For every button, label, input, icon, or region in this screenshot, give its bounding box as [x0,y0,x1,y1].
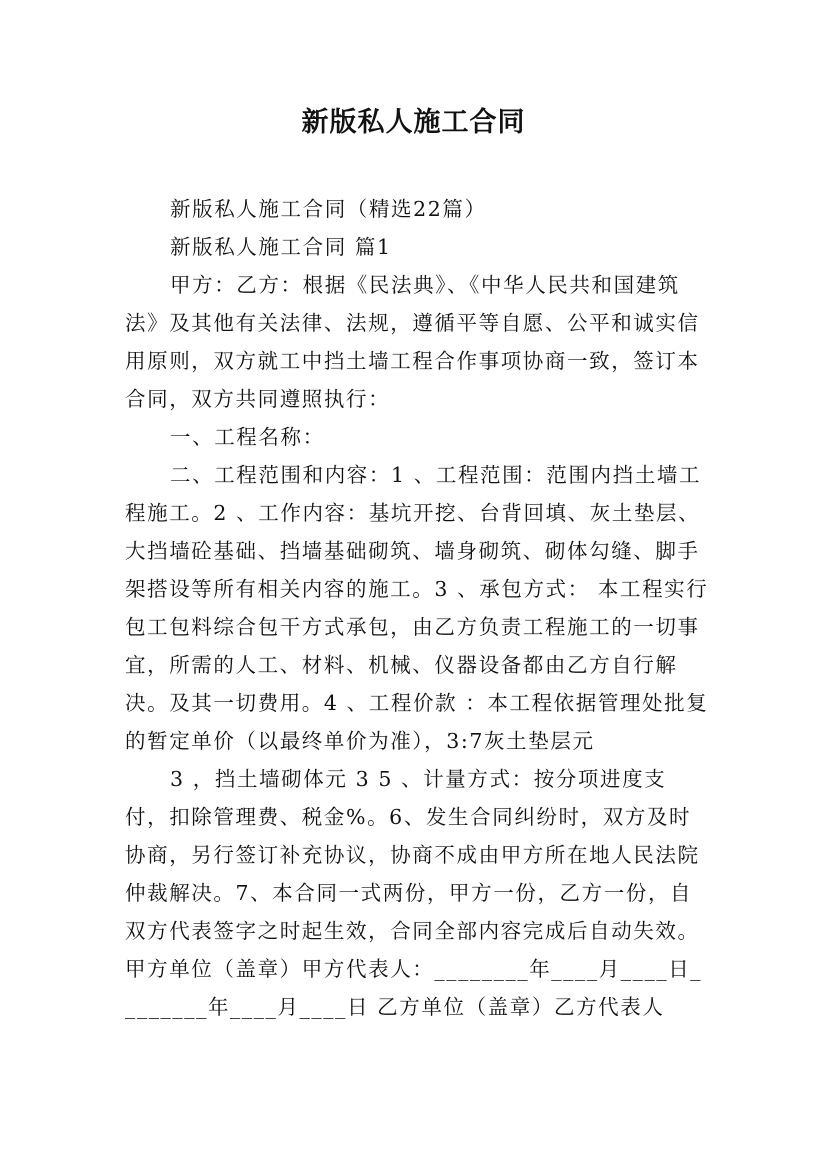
body-paragraph: 3 ，挡土墙砌体元 3 5 、计量方式：按分项进度支付，扣除管理费、税金%。6、发生合同纠纷时，双方及时协商，另行签订补充协议，协商不成由甲方所在地人民法院仲裁解决。7、本合同一式两份，甲方一份，乙方一份，自双方代表签字之时起生效，合同全部内容完成后自动失效。甲方单位（盖章）甲方代表人：________年____月____日________年____月____日 乙方单位（盖章）乙方代表人 [125,767,703,1019]
body-paragraph: 甲方：乙方：根据《民法典》、《中华人民共和国建筑法》及其他有关法律、法规，遵循平等自愿、公平和诚实信用原则，双方就工中挡土墙工程合作事项协商一致，签订本合同，双方共同遵照执行： [125,273,700,411]
body-paragraph: 二、工程范围和内容：1 、工程范围：范围内挡土墙工程施工。2 、工作内容：基坑开挖、台背回填、灰土垫层、大挡墙砼基础、挡墙基础砌筑、墙身砌筑、砌体勾缝、脚手架搭设等所有相关内容的施工。3 、承包方式： 本工程实行包工包料综合包干方式承包，由乙方负责工程施工的一切事宜，所需的人工、材料、机械、仪器设备都由乙方自行解决。及其一切费用。4 、工程价款 ：本工程依据管理处批复的暂定单价（以最终单价为准），3:7灰土垫层元 [125,463,709,753]
body-paragraph: 一、工程名称： [170,425,325,449]
section-heading: 新版私人施工合同 篇1 [170,235,392,259]
subtitle-paragraph: 新版私人施工合同（精选22篇） [170,197,487,221]
document-title: 新版私人施工合同 [301,107,526,138]
document-body [125,190,710,1026]
